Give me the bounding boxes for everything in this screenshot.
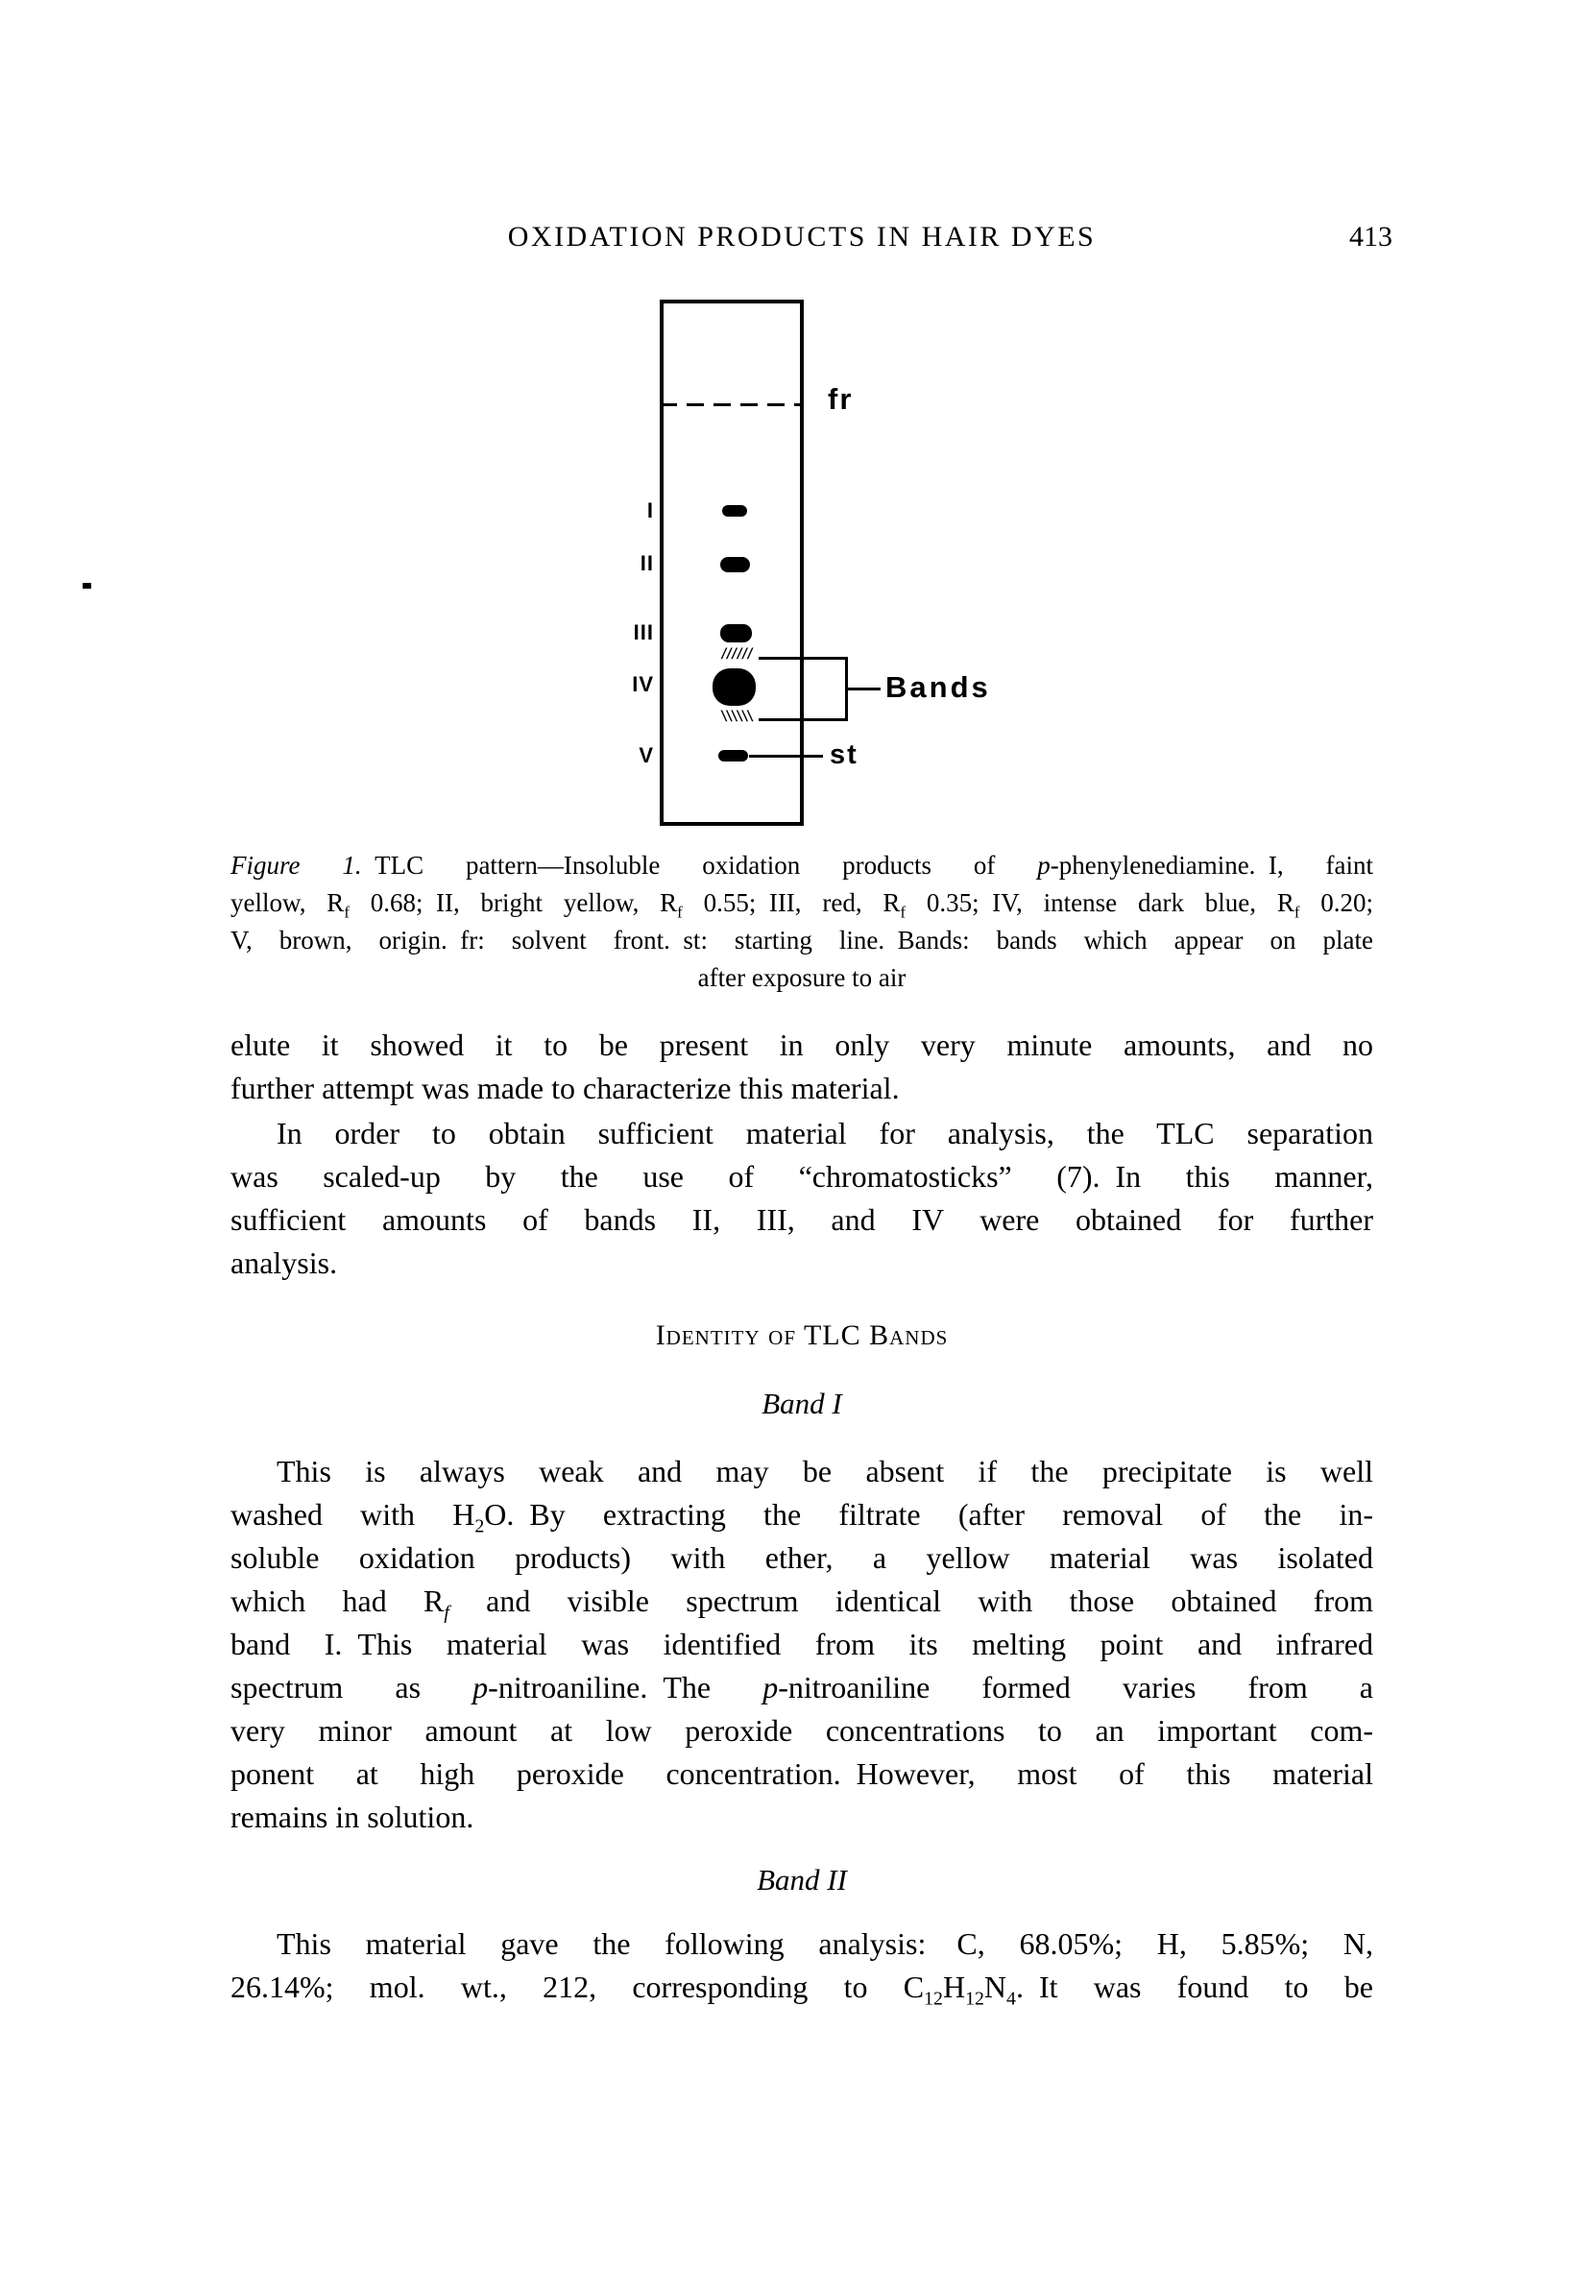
subheading-band-ii: Band II	[757, 1863, 847, 1897]
tlc-spot-band-ii	[720, 557, 750, 572]
paragraph-2	[230, 1112, 1373, 1285]
bands-label: Bands	[885, 670, 991, 704]
caption-line: Figure 1. TLC pattern—Insoluble oxidation products of p-phenylenediamine. I, faint	[230, 851, 1374, 880]
lane-label-iv: IV	[632, 672, 654, 696]
lane-label-iii: III	[633, 620, 654, 644]
caption-line: after exposure to air	[697, 963, 907, 992]
bands-bracket-tick-line	[848, 688, 881, 690]
starting-line-label: st	[830, 739, 858, 770]
text-line: In order to obtain sufficient material for analysis, the TLC separation	[277, 1116, 1373, 1150]
tlc-spot-band-v-origin	[718, 750, 748, 761]
text-line: very minor amount at low peroxide concentrations to an important com-	[230, 1713, 1373, 1748]
lane-label-i: I	[646, 498, 654, 522]
starting-line-pointer	[749, 755, 823, 758]
section-heading-identity-of-tlc-bands: Identity of TLC Bands	[655, 1319, 949, 1351]
lane-label-v: V	[639, 743, 654, 767]
caption-line: yellow, $R_f$ 0.68; II, bright yellow, $R_f$ 0.55; III, red, $R_f$ 0.35; IV, intense dark blue, $R_f$ 0.20;	[230, 888, 1373, 922]
text-line: washed with $H_2O$. By extracting the filtrate (after removal of the in-	[230, 1497, 1374, 1537]
text-line: analysis.	[230, 1245, 338, 1280]
text-line: ponent at high peroxide concentration. However, most of this material	[230, 1756, 1373, 1791]
paragraph-1	[230, 1024, 1373, 1110]
air-band-hatch-lower: \\\\\\	[719, 709, 752, 724]
text-line: This material gave the following analysis: C, 68.05%; H, 5.85%; N,	[277, 1926, 1373, 1961]
solvent-front-label: fr	[828, 382, 854, 416]
caption-line: V, brown, origin. fr: solvent front. st: starting line. Bands: bands which appear on plate	[230, 926, 1373, 955]
text-line: remains in solution.	[230, 1800, 474, 1834]
tlc-spot-band-iv	[713, 668, 756, 706]
lane-label-ii: II	[640, 551, 654, 575]
bands-bracket-top-line	[759, 657, 848, 660]
page-number: 413	[1349, 221, 1392, 253]
tlc-spot-band-i	[722, 505, 747, 517]
text-line: spectrum as p-nitroaniline. The p-nitroaniline formed varies from a	[230, 1670, 1374, 1704]
figure-caption	[230, 847, 1373, 997]
text-line: This is always weak and may be absent if the precipitate is well	[277, 1454, 1373, 1488]
text-line: elute it showed it to be present in only very minute amounts, and no	[230, 1027, 1373, 1062]
text-line: was scaled-up by the use of “chromatosticks” (7). In this manner,	[230, 1159, 1373, 1194]
subheading-band-i: Band I	[762, 1387, 842, 1420]
tlc-spot-band-iii	[720, 624, 752, 642]
air-band-hatch-upper: //////	[719, 646, 752, 662]
solvent-front-dashed-line	[660, 403, 804, 406]
paragraph-3	[230, 1450, 1373, 1839]
bands-bracket-bottom-line	[759, 718, 848, 721]
text-line: further attempt was made to characterize this material.	[230, 1071, 900, 1105]
paragraph-4	[230, 1922, 1373, 2009]
page-title: OXIDATION PRODUCTS IN HAIR DYES	[507, 221, 1097, 253]
text-line: which had $R_f$ and visible spectrum identical with those obtained from	[230, 1583, 1374, 1624]
text-line: band I. This material was identified from its melting point and infrared	[230, 1627, 1373, 1661]
text-line: soluble oxidation products) with ether, a yellow material was isolated	[230, 1540, 1373, 1575]
text-line: 26.14%; mol. wt., 212, corresponding to $C_{12}H_{12}N_4$. It was found to be	[230, 1970, 1374, 2010]
text-line: sufficient amounts of bands II, III, and IV were obtained for further	[230, 1202, 1373, 1237]
stray-scan-mark	[83, 583, 91, 589]
